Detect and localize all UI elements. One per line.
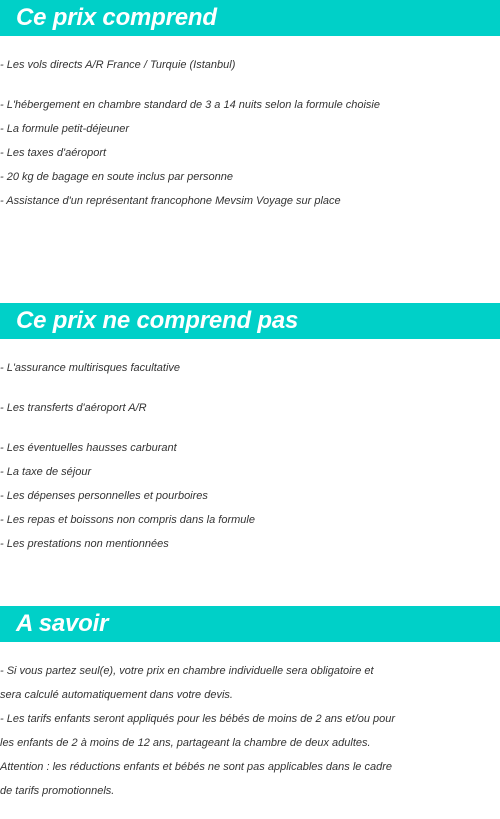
list-item: - Les repas et boissons non compris dans la formule [0,514,255,526]
text-line: Attention : les réductions enfants et bébés ne sont pas applicables dans le cadre [0,761,392,773]
list-item: - Les dépenses personnelles et pourboires [0,490,208,502]
list-item: - L'hébergement en chambre standard de 3 a 14 nuits selon la formule choisie [0,99,380,111]
text-line: les enfants de 2 à moins de 12 ans, partageant la chambre de deux adultes. [0,737,371,749]
text-line: - Les tarifs enfants seront appliqués pour les bébés de moins de 2 ans et/ou pour [0,713,396,725]
section-title: Ce prix comprend [16,4,217,31]
list-item: - Assistance d'un représentant francophone Mevsim Voyage sur place [0,195,341,207]
section-title: A savoir [16,610,109,637]
list-item: - La formule petit-déjeuner [0,123,130,135]
text-line: de tarifs promotionnels. [0,785,115,797]
list-item: - L'assurance multirisques facultative [0,362,181,374]
list-item: - Les vols directs A/R France / Turquie (Istanbul) [0,59,236,71]
section-header-to-know [0,606,500,642]
section-header-included [0,0,500,36]
list-item: - Les prestations non mentionnées [0,538,169,550]
list-item: - Les éventuelles hausses carburant [0,442,177,454]
list-item: - La taxe de séjour [0,466,92,478]
list-item: - 20 kg de bagage en soute inclus par personne [0,171,233,183]
to-know-text [0,659,500,803]
list-item: - Les taxes d'aéroport [0,147,107,159]
list-item: - Les transferts d'aéroport A/R [0,402,147,414]
section-header-not-included [0,303,500,339]
text-line: - Si vous partez seul(e), votre prix en chambre individuelle sera obligatoire et [0,665,374,677]
included-list [0,53,500,213]
text-line: sera calculé automatiquement dans votre devis. [0,689,233,701]
not-included-list [0,356,500,556]
section-title: Ce prix ne comprend pas [16,307,299,334]
